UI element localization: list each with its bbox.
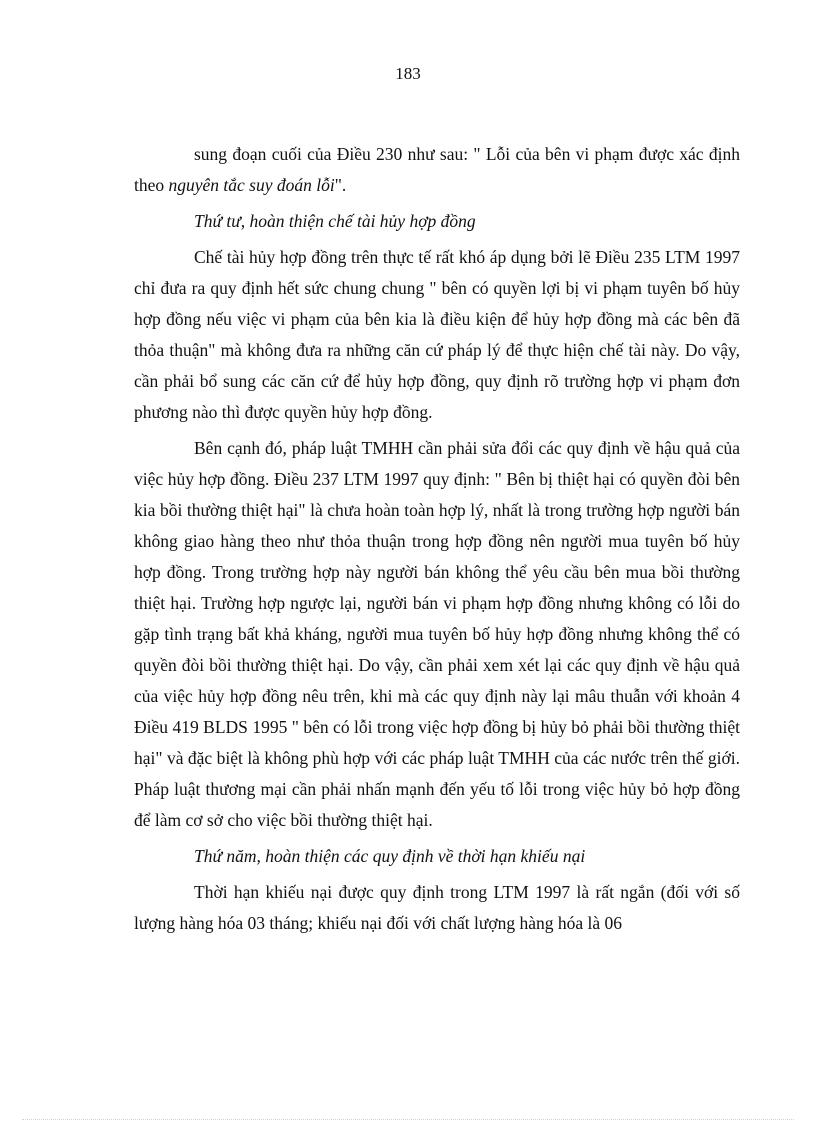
- continuation-text: sung đoạn cuối của Điều 230 như sau: " Lỗi của bên vi phạm được xác định theo: [134, 144, 740, 195]
- paragraph-2: Bên cạnh đó, pháp luật TMHH cần phải sửa đổi các quy định về hậu quả của việc hủy hợp đồng. Điều 237 LTM 1997 quy định: " Bên bị thiệt hại có quyền đòi bên kia bồi thường thiệt hại" là chưa hoàn toàn hợp lý, nhất là trong trường hợp người bán không giao hàng theo như thỏa thuận trong hợp đồng nên người mua tuyên bố hủy hợp đồng. Trong trường hợp này người bán không thể yêu cầu bên mua bồi thường thiệt hại. Trường hợp ngược lại, người bán vi phạm hợp đồng nhưng không có lỗi do gặp tình trạng bất khả kháng, người mua tuyên bố hủy hợp đồng nhưng không thể có quyền đòi bồi thường thiệt hại. Do vậy, cần phải xem xét lại các quy định về hậu quả của việc hủy hợp đồng nêu trên, khi mà các quy định này lại mâu thuẫn với khoản 4 Điều 419 BLDS 1995 " bên có lỗi trong việc hợp đồng bị hủy bỏ phải bồi thường thiệt hại" và đặc biệt là không phù hợp với các pháp luật TMHH của các nước trên thế giới. Pháp luật thương mại cần phải nhấn mạnh đến yếu tố lỗi trong việc hủy bỏ hợp đồng để làm cơ sở cho việc bồi thường thiệt hại.: [134, 438, 740, 830]
- continuation-paragraph: [134, 139, 740, 201]
- paragraph-1: Chế tài hủy hợp đồng trên thực tế rất khó áp dụng bởi lẽ Điều 235 LTM 1997 chỉ đưa ra quy định hết sức chung chung " bên có quyền lợi bị vi phạm tuyên bố hủy hợp đồng nếu việc vi phạm của bên kia là điều kiện để hủy hợp đồng mà các bên đã thỏa thuận" mà không đưa ra những căn cứ pháp lý để thực hiện chế tài này. Do vậy, cần phải bổ sung các căn cứ để hủy hợp đồng, quy định rõ trường hợp vi phạm đơn phương nào thì được quyền hủy hợp đồng.: [134, 247, 740, 422]
- paragraph-3: Thời hạn khiếu nại được quy định trong LTM 1997 là rất ngắn (đối với số lượng hàng hóa 03 tháng; khiếu nại đối với chất lượng hàng hóa là 06: [134, 882, 740, 933]
- document-body: [134, 139, 740, 944]
- section-heading-5: Thứ năm, hoàn thiện các quy định về thời hạn khiếu nại: [194, 846, 586, 866]
- continuation-end: ".: [334, 175, 347, 195]
- page-number: 183: [395, 64, 421, 83]
- italic-term: nguyên tắc suy đoán lỗi: [168, 175, 335, 195]
- section-heading-4: Thứ tư, hoàn thiện chế tài hủy hợp đồng: [194, 211, 476, 231]
- bottom-divider: [22, 1119, 794, 1120]
